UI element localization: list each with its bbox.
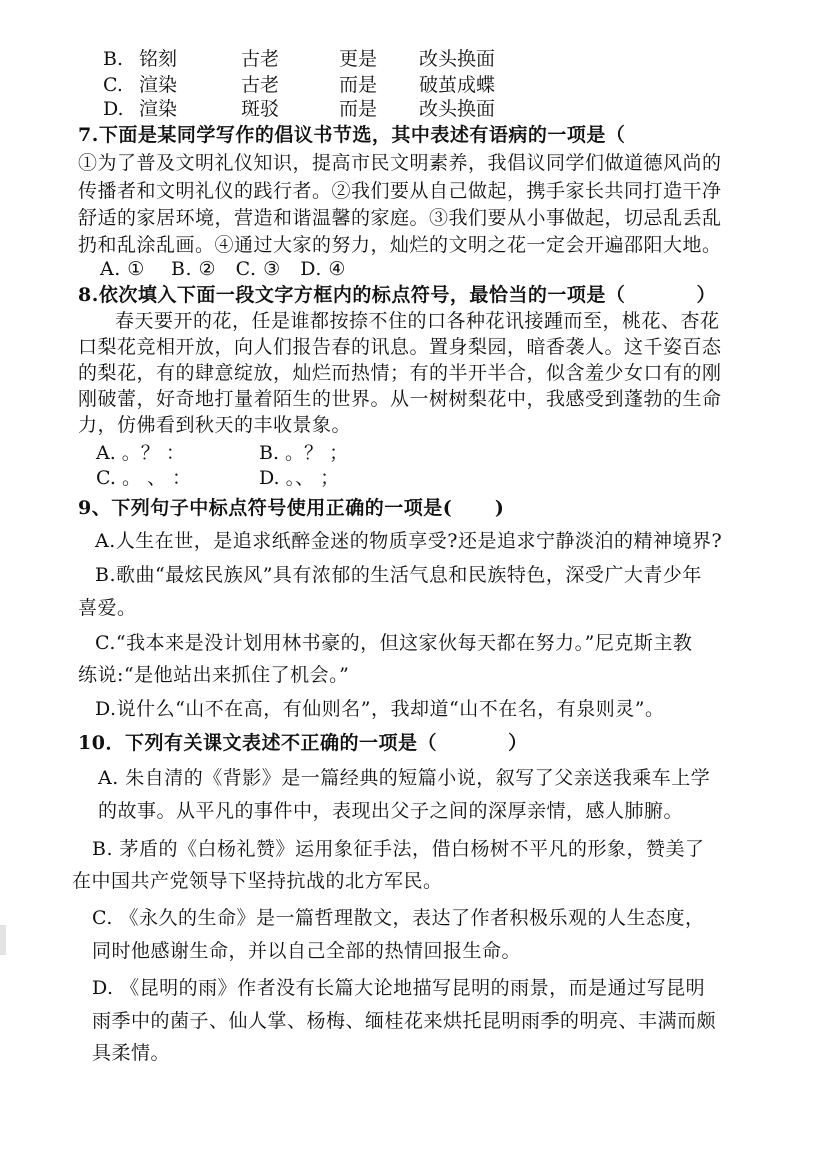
q6-option-b: [103, 46, 495, 72]
q8-passage-line: 刚破蕾，好奇地打量着陌生的世界。从一树树梨花中，我感受到蓬勃的生命: [78, 388, 722, 410]
q10-option-line: 雨季中的菌子、仙人掌、杨梅、缅桂花来烘托昆明雨季的明亮、丰满而颇: [92, 1010, 717, 1032]
q9-stem: 9、下列句子中标点符号使用正确的一项是( ): [78, 497, 505, 519]
q9-option-line: B.歌曲“最炫民族风”具有浓郁的生活气息和民族特色，深受广大青少年: [95, 564, 702, 586]
q8-options-row: [96, 440, 348, 466]
q8-stem: 8.依次填入下面一段文字方框内的标点符号，最恰当的一项是（ ）: [78, 284, 716, 306]
q7-passage-line: ①为了普及文明礼仪知识，提高市民文明素养，我倡议同学们做道德风尚的: [78, 152, 722, 174]
option-word: 而是: [339, 74, 378, 96]
q10-option-line: B. 茅盾的《白杨礼赞》运用象征手法，借白杨树不平凡的形象，赞美了: [92, 838, 705, 860]
option-word: 改头换面: [419, 48, 496, 70]
q8-option-a: A. 。？ ：: [96, 442, 185, 464]
q9-option-line: C.“我本来是没计划用林书豪的，但这家伙每天都在努力。”尼克斯主教: [95, 632, 693, 654]
q9-option-line: D.说什么“山不在高，有仙则名”，我却道“山不在名，有泉则灵”。: [95, 698, 665, 720]
q7-options: A. ① B. ② C. ③ D. ④: [100, 258, 346, 280]
q7-passage-line: 扔和乱涂乱画。④通过大家的努力，灿烂的文明之花一定会开遍邵阳大地。: [78, 234, 722, 256]
q10-option-line: A. 朱自清的《背影》是一篇经典的短篇小说，叙写了父亲送我乘车上学: [98, 767, 711, 789]
q8-option-d: D. 。、 ；: [259, 467, 340, 489]
q9-option-line: A.人生在世，是追求纸醉金迷的物质享受?还是追求宁静淡泊的精神境界?: [95, 530, 723, 552]
q6-option-c: [103, 72, 495, 98]
option-word: 斑驳: [241, 98, 280, 120]
q8-passage-line: 口梨花竞相开放，向人们报告春的讯息。置身梨园，暗香袭人。这千姿百态: [78, 336, 722, 358]
q6-option-d: [103, 96, 495, 122]
q8-options-row: [96, 465, 339, 491]
option-word: 改头换面: [419, 98, 496, 120]
q8-option-c: C. 。 、 ：: [96, 467, 192, 489]
q10-stem: 10．下列有关课文表述不正确的一项是（ ）: [78, 732, 528, 754]
q8-passage-line: 的梨花，有的肆意绽放，灿烂而热情；有的半开半合，似含羞少女口有的刚: [78, 362, 722, 384]
q8-passage-line: 力，仿佛看到秋天的丰收景象。: [78, 414, 352, 436]
option-word: 铭刻: [139, 48, 178, 70]
q10-option-line: 具柔情。: [92, 1042, 171, 1064]
q10-option-line: 同时他感谢生命，并以自己全部的热情回报生命。: [92, 940, 522, 962]
option-label: B.: [103, 48, 124, 70]
option-label: D.: [103, 98, 124, 120]
option-word: 渲染: [139, 98, 178, 120]
option-word: 古老: [241, 74, 280, 96]
option-word: 更是: [339, 48, 378, 70]
q10-option-line: C. 《永久的生命》是一篇哲理散文，表达了作者积极乐观的人生态度，: [92, 907, 705, 929]
option-label: C.: [103, 74, 123, 96]
q10-option-line: 在中国共产党领导下坚持抗战的北方军民。: [72, 870, 443, 892]
q10-option-line: D. 《昆明的雨》作者没有长篇大论地描写昆明的雨景，而是通过写昆明: [92, 977, 706, 999]
q8-option-b: B. 。？ ；: [259, 442, 349, 464]
q7-stem: 7.下面是某同学写作的倡议书节选，其中表述有语病的一项是（: [78, 124, 626, 146]
q7-passage-line: 传播者和文明礼仪的践行者。②我们要从自己做起，携手家长共同打造干净: [78, 180, 722, 202]
q10-option-line: 的故事。从平凡的事件中，表现出父子之间的深厚亲情，感人肺腑。: [98, 800, 684, 822]
q8-passage-line: 春天要开的花，任是谁都按捺不住的口各种花讯接踵而至，桃花、杏花: [115, 310, 720, 332]
q7-passage-line: 舒适的家居环境，营造和谐温馨的家庭。③我们要从小事做起，切忌乱丢乱: [78, 207, 722, 229]
q9-option-line: 练说:“是他站出来抓住了机会。”: [78, 664, 350, 686]
option-word: 古老: [241, 48, 280, 70]
option-word: 而是: [339, 98, 378, 120]
option-word: 破茧成蝶: [419, 74, 496, 96]
scan-edge-mark: [0, 925, 6, 955]
option-word: 渲染: [139, 74, 178, 96]
q9-option-line: 喜爱。: [78, 597, 137, 619]
